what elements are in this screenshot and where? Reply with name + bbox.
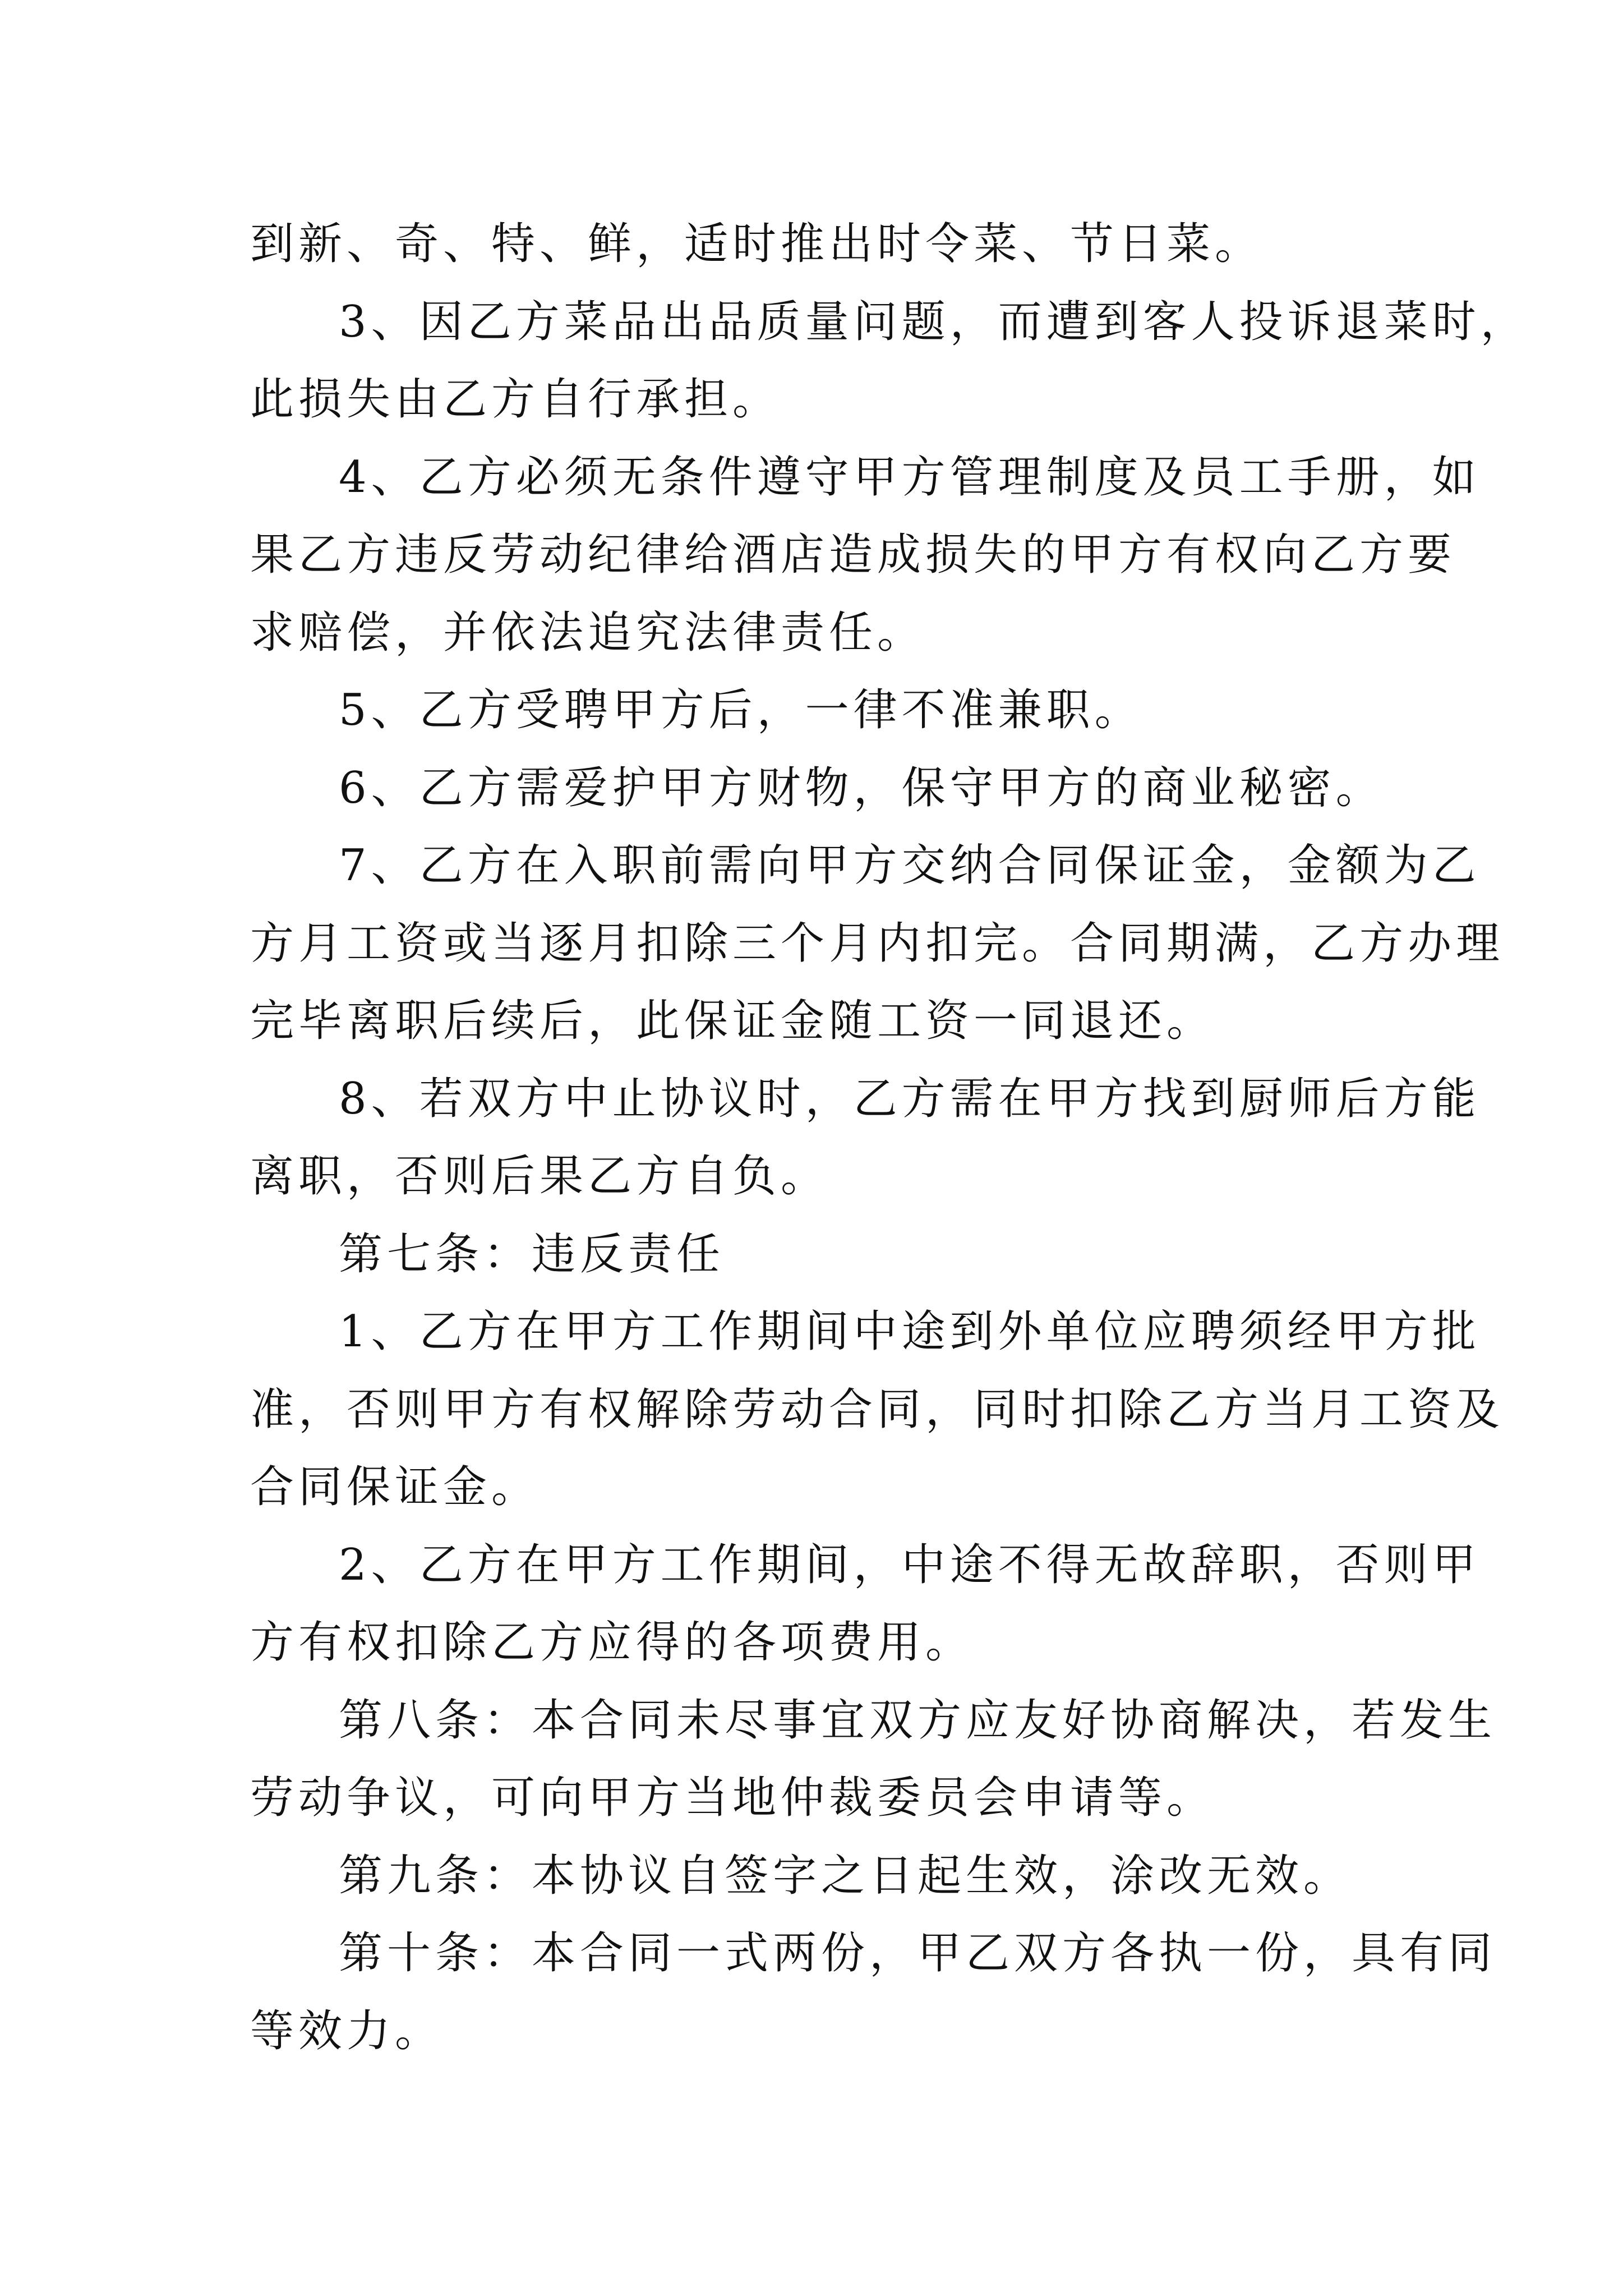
section-heading: 第七条：违反责任 — [339, 1228, 725, 1280]
text-line: 方有权扣除乙方应得的各项费用。 — [250, 1617, 974, 1668]
document-body — [250, 205, 1529, 2070]
text-line: 7、乙方在入职前需向甲方交纳合同保证金，金额为乙 — [339, 840, 1481, 891]
text-line: 3、因乙方菜品出品质量问题，而遭到客人投诉退菜时， — [339, 296, 1529, 347]
text-line: 6、乙方需爱护甲方财物，保守甲方的商业秘密。 — [339, 762, 1384, 813]
text-line: 离职，否则后果乙方自负。 — [250, 1151, 829, 1202]
text-line: 第八条：本合同未尽事宜双方应友好协商解决，若发生 — [339, 1695, 1497, 1746]
text-line: 5、乙方受聘甲方后，一律不准兼职。 — [339, 685, 1143, 735]
text-line: 完毕离职后续后，此保证金随工资一同退还。 — [250, 996, 1215, 1046]
text-line: 此损失由乙方自行承担。 — [250, 374, 781, 425]
text-line: 1、乙方在甲方工作期间中途到外单位应聘须经甲方批 — [339, 1306, 1481, 1357]
text-line: 合同保证金。 — [250, 1462, 540, 1512]
text-line: 第九条：本协议自签字之日起生效，涂改无效。 — [339, 1850, 1352, 1901]
text-line: 果乙方违反劳动纪律给酒店造成损失的甲方有权向乙方要 — [250, 530, 1456, 580]
text-line: 第十条：本合同一式两份，甲乙双方各执一份，具有同 — [339, 1928, 1497, 1978]
text-line: 8、若双方中止协议时，乙方需在甲方找到厨师后方能 — [339, 1073, 1481, 1124]
text-line: 2、乙方在甲方工作期间，中途不得无故辞职，否则甲 — [339, 1539, 1481, 1590]
text-line: 劳动争议，可向甲方当地仲裁委员会申请等。 — [250, 1773, 1215, 1823]
text-line: 到新、奇、特、鲜，适时推出时令菜、节日菜。 — [250, 219, 1264, 269]
text-line: 求赔偿，并依法追究法律责任。 — [250, 607, 926, 658]
text-line: 等效力。 — [250, 2005, 444, 2056]
text-line: 4、乙方必须无条件遵守甲方管理制度及员工手册，如 — [339, 452, 1481, 503]
text-line: 准，否则甲方有权解除劳动合同，同时扣除乙方当月工资及 — [250, 1384, 1505, 1435]
text-line: 方月工资或当逐月扣除三个月内扣完。合同期满，乙方办理 — [250, 918, 1505, 969]
